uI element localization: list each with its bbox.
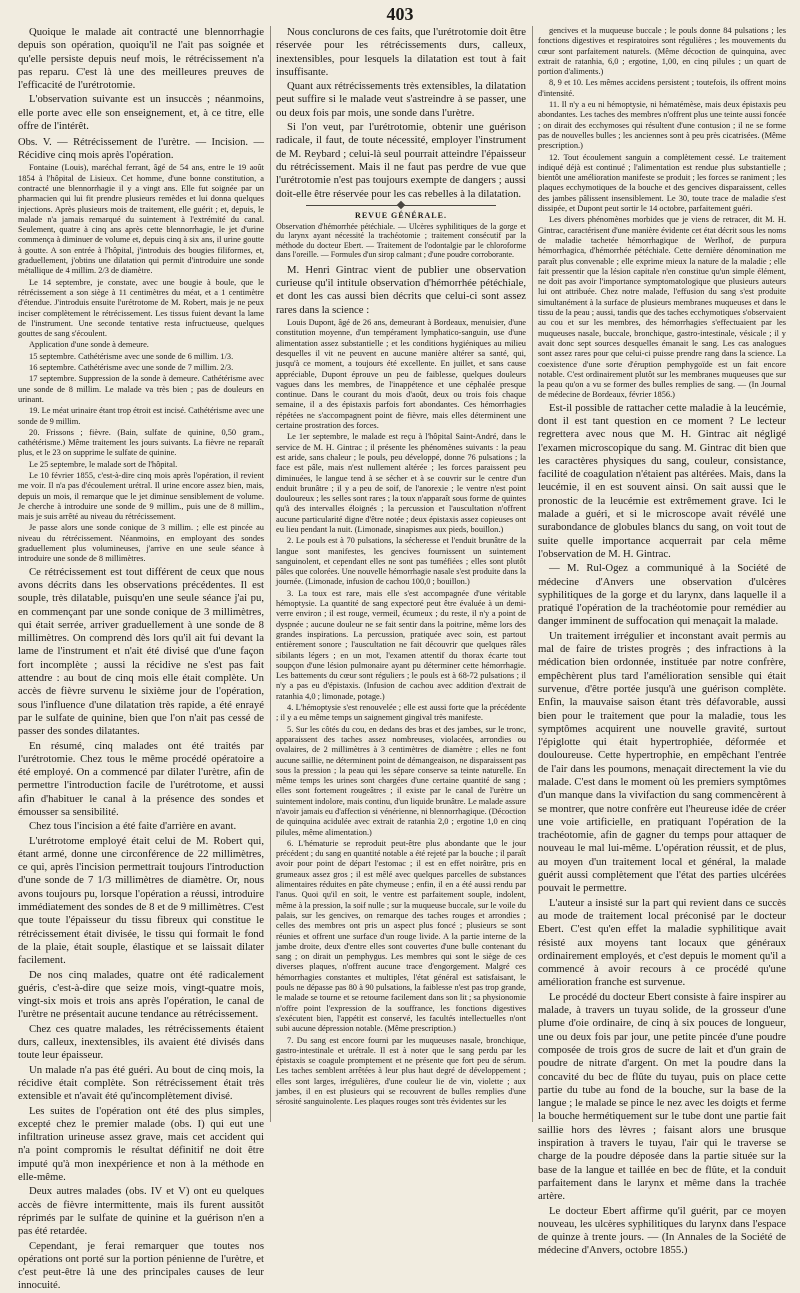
case-notes <box>276 318 526 1108</box>
body-paragraph: L'auteur a insisté sur la part qui revient dans ce succès au mode de traitement local préconisé par le docteur Ebert. C'est qu'en effet la maladie syphilitique avait résisté aux moyens tant locaux que généraux ordinairement employés, et c'est depuis le moment qu'il a commencé à avoir recours à ce procédé qu'une amélioration franche est survenue. <box>538 896 786 989</box>
case-note: 2. Le pouls est à 70 pulsations, la sécheresse et l'enduit brunâtre de la langue sont manifestes, les gencives fournissent un suintement sanguinolent, et cependant elles ne sont pas tuméfiées ; elles sont plutôt pâles que colorées. Une nouvelle hémorrhagie nasale s'est produite dans la journée. (Limonade, infusion de cachou 100,0 ; bouillon.) <box>276 536 526 587</box>
body-paragraph: — M. Rul-Ogez a communiqué à la Société de médecine d'Anvers une observation d'ulcères syphilitiques de la gorge et du larynx, dans laquelle il a pratiqué l'opération de la trachéotomie pour remédier au danger imminent de suffocation qui menaçait la malade. <box>538 562 786 628</box>
column-rule-left <box>270 26 271 1122</box>
case-note: Le 25 septembre, le malade sort de l'hôpital. <box>29 459 178 469</box>
transition-paragraph: L'observation suivante est un insuccès ; néanmoins, elle porte avec elle son enseignement, et, à ce titre, elle offre de l'intérêt. <box>18 93 264 133</box>
column-1 <box>18 26 264 1292</box>
case-note: 4. L'hémoptysie s'est renouvelée ; elle est aussi forte que la précédente ; il y a eu même temps un saignement gingival très manifeste. <box>276 703 526 723</box>
case-note: Le 1er septembre, le malade est reçu à l'hôpital Saint-André, dans le service de M. H. Gintrac ; il présente les phénomènes suivants : la peau est aride, sans chaleur ; le pouls, peu développé, donne 76 pulsations ; la face est pâle, mais n'est nullement altérée ; les forces paraissent peu diminuées, le langue tend à se sécher et à se couvrir sur le centre d'un enduit brunâtre ; il y a peu de soif, de l'anorexie ; le ventre n'est point douloureux ; les selles sont rares ; la toux n'apparaît sous forme de quintes qu'à des intervalles éloignés ; la percussion et l'auscultation n'offrent aucune particularité digne d'être notée ; deux épistaxis assez copieuses ont eu lieu pendant la nuit. (Limonade, sinapismes aux pieds, bouillon.) <box>276 432 526 534</box>
column-2 <box>276 26 526 1122</box>
body-paragraph: Le procédé du docteur Ebert consiste à faire inspirer au malade, à travers un tuyau solide, de la grosseur d'une plume d'oie ordinaire, de cinq à six pouces de longueur, une ou deux fois par jour, une petite pincée d'une poudre composée de trois gros de sucre de lait et d'un grain de poudre de nitrate d'argent. On met la poudre dans la concavité du bec de flûte du tuyau, puis on place cette partie du tube au fond de la bouche, sur la base de la langue ; le malade se pince le nez avec les doigts et ferme la bouche hermétiquement sur le tube dont une partie fait saillie hors des lèvres ; faisant alors une brusque inspiration à travers le tuyau, l'air qui le traverse se charge de la poudre déposée dans la partie située sur la base de la langue et taillée en bec de flûte, et la conduit parfaitement dans le larynx et même dans la trachée artère. <box>538 990 786 1203</box>
body-paragraph: En résumé, cinq malades ont été traités par l'urétrotomie. Chez tous le même procédé opératoire a été employé. On a commencé par dilater l'urètre, afin de permettre l'introduction facile de l'urétrotome, et aussi afin d'habituer le canal à la présence des sondes et émousser sa sensibilité. <box>18 739 264 818</box>
case-notes <box>18 163 264 564</box>
body-paragraph: Chez ces quatre malades, les rétrécissements étaient durs, calleux, inextensibles, ils avaient été divisés dans toute leur épaisseur. <box>18 1022 264 1062</box>
case-note: 3. La toux est rare, mais elle s'est accompagnée d'une véritable hémoptysie. La quantité de sang expectoré peut être évaluée à un demi-verre environ ; il est rouge, vermeil, écumeux ; du reste, il n'y a point de dyspnée ; aucune douleur ne se fait sentir dans la poitrine, même lors des grandes inspirations. La percussion, pratiquée avec soin, est partout entièrement sonore ; l'auscultation ne fait découvrir que quelques râles sibilants légers ; en un mot, l'examen attentif du thorax écarte tout soupçon d'une lésion pulmonaire ayant pu déterminer cette hémorrhagie. Les battements du cœur sont réguliers ; le pouls est à 68-72 pulsations ; il n'y a pas eu d'épistaxis. (Infusion de cachou avec addition d'extrait de ratanhia 4,0 ; limonade, potage.) <box>276 588 526 701</box>
body-paragraph: Un traitement irrégulier et inconstant avait permis au mal de faire de tristes progrès ; des infractions à la médication bien ordonnée, instituée par notre confrère, empêchèrent plus tard l'amélioration sensible qui était survenue, d'être portée jusqu'à une guérison complète. Enfin, la mauvaise saison étant très défavorable, aussi bien pour le traitement que pour la maladie, tous les symptômes acquirent une nouvelle gravité, surtout l'épiglotte qui était hypertrophiée, déformée et douloureuse. Cette hypertrophie, en empêchant l'entrée de l'air dans les poumons, menaçait directement la vie du malade. C'est dans le moment où les premiers symptômes d'un manque dans la vivifaction du sang commencèrent à se montrer, que notre confrère eut l'heureuse idée de créer une voie artificielle, en pratiquant l'opération de la trachéotomie, afin de gagner du temps pour attaquer de nouveau le mal lui-même. L'opération réussit, et de plus, au moyen d'un traitement local et général, la malade guérit aussi complètement que l'état des parties ulcérées pouvait le permettre. <box>538 629 786 895</box>
case-note: Les divers phénomènes morbides que je viens de retracer, dit M. H. Gintrac, caractérisent d'une manière évidente cet état décrit sous les noms de maladie tachetée hémorrhagique de Werlhof, de purpura hémorrhagica, d'hémorrhée pétéchiale. Cette dernière dénomination me paraît plus convenable ; elle exprime mieux la nature de la maladie ; elle fait pressentir que la lésion capitale n'en constitue qu'un simple élément, ne doit pas avoir l'importance symptomatologique que plusieurs auteurs lui ont attribuée. Chez notre malade, l'effusion du sang s'est produite simultanément à la surface de plusieurs membranes muqueuses et dans le tissu de la peau ; aussi, tandis que des taches ecchymotiques s'observaient au cou et sur les membres, des hémorrhagies s'effectuaient par les muqueuses nasale, buccale, bronchique, gastro-intestinale, vésicale ; il y avait donc sept sources desquelles émanait le sang. Les cas analogues sont assez rares pour que celui-ci puisse prendre rang dans la science. La coexistence d'une sorte d'éruption pemphygoïde est un fait encore notable. C'est ordinairement plutôt sur les membranes muqueuses que sur la peau qu'on a vu se former des bulles remplies de sang. — (In Journal de médecine de Bordeaux, février 1856.) <box>538 215 786 400</box>
body-paragraph: Un malade n'a pas été guéri. Au bout de cinq mois, la récidive était complète. Son rétrécissement était très extensible et n'avait été qu'incomplètement divisé. <box>18 1063 264 1103</box>
case-note: 8, 9 et 10. Les mêmes accidens persistent ; toutefois, ils offrent moins d'intensité. <box>538 78 786 98</box>
body-paragraph: Ce rétrécissement est tout différent de ceux que nous avons décrits dans les observations précédentes. Il est souple, très dilatable, puisqu'en une seule séance j'ai pu, en commençant par une sonde conique de 3 millimètres, qui était serrée, arriver graduellement à une sonde de 8 millimètres. On comprend dès lors qu'il ait fui devant la lame de l'instrument et n'ait été divisé que d'une façon fort incomplète ; aussi la récidive ne s'est pas fait attendre : au bout de cinq mois elle était complète. Un accès de fièvre survenu le sixième jour de l'opération, sous l'influence d'une dilatation très rapide, a été enrayé par le sulfate de quinine, bien que l'on n'ait pas cessé de passer des sondes dilatantes. <box>18 565 264 738</box>
case-note: 15 septembre. Cathétérisme avec une sonde de 6 millim. 1/3. <box>29 351 234 361</box>
body-paragraph: Est-il possible de rattacher cette maladie à la leucémie, dont il est tant question en ce moment ? Le lecteur regrettera avec nous que M. H. Gintrac ait négligé l'examen microscopique du sang. M. Gintrac dit bien que les caractères physiques du sang, couleur, consistance, facilité de coagulation n'étaient pas altérées. Mais, dans la leucémie, il en est souvent ainsi. On sait aussi que le pronostic de la leucémie est extrêmement grave. Ici le malade a guéri, et si le microscope avait révélé une surabondance de globules blancs du sang, on voit tout de suite quelle importance acquerrait par cela même l'observation de M. H. Gintrac. <box>538 401 786 560</box>
case-note: gencives et la muqueuse buccale ; le pouls donne 84 pulsations ; les fonctions digestives et respiratoires sont régulières ; les mouvements du cœur sont parfaitement naturels. (Même décoction de quinquina, avec extrait de ratanhia, 6,0 ; ergotine, 1,00, en cinq pilules ; un quart de portion d'aliments.) <box>538 26 786 77</box>
case-note: 20. Frissons ; fièvre. (Bain, sulfate de quinine, 0,50 gram., cathétérisme.) Même traitement les jours suivants. La fièvre ne reparaît plus, et le 23 on supprime le sulfate de quinine. <box>18 427 264 458</box>
column-3 <box>538 26 786 1257</box>
separator-ornament <box>397 201 405 209</box>
case-note: Louis Dupont, âgé de 26 ans, demeurant à Bordeaux, menuisier, d'une constitution moyenne, d'un tempérament lymphatico-sanguin, use d'une alimentation assez substantielle ; et les conditions hygiéniques au milieu desquelles il vit ne peuvent en aucune manière altérer sa santé, qui, jusqu'à ce moment, a toujours été excellente. En juillet, et sans cause appréciable, Dupont éprouve un peu de faiblesse, quelques douleurs vagues dans les membres, de l'inappétence et une céphalée presque continue. Dans le courant du mois d'août, deux ou trois fois chaque semaine, il a des épistaxis parfois fort abondantes. Ces hémorrhagies répétées ne s'accompagnent point de fièvre, mais elles déterminent une certaine prostration des forces. <box>276 318 526 431</box>
body-paragraph: Quant aux rétrécissements très extensibles, la dilatation peut suffire si le malade veut s'astreindre à se passer, une ou deux fois par mois, une sonde dans l'urètre. <box>276 80 526 119</box>
case-notes <box>538 26 786 401</box>
body-paragraph: Les suites de l'opération ont été des plus simples, excepté chez le premier malade (obs. I) qui eut une infiltration urineuse assez grave, mais cet accident qui n'a point compromis le résultat définitif ne doit être imputé qu'à mon inexpérience et non à la méthode en elle-même. <box>18 1104 264 1184</box>
lead-paragraph: M. Henri Gintrac vient de publier une observation curieuse qu'il intitule observation d'hémorrhée pétéchiale, et dont les cas aussi bien décrits que celui-ci sont assez rares dans la science : <box>276 263 526 316</box>
body-paragraph: Le docteur Ebert affirme qu'il guérit, par ce moyen nouveau, les ulcères syphilitiques du larynx dans l'espace de quinze à trente jours. — (In Annales de la Société de médecine d'Anvers, octobre 1855.) <box>538 1204 786 1257</box>
case-note: Le 14 septembre, je constate, avec une bougie à boule, que le rétrécissement a son siège à 11 centimètres du méat, et a 1 centimètre d'étendue. J'introduis ensuite l'urétrotome de M. Robert, mais je ne peux inciser complètement le rétrécissement. Les tissus fuient devant la lame de l'instrument. Une seconde tentative resta infructueuse, quelques gouttes de sang s'écoulent. <box>18 277 264 339</box>
case-note: 17 septembre. Suppression de la sonde à demeure. Cathétérisme avec une sonde de 8 millim. Le malade va très bien ; pas de douleurs en urinant. <box>18 374 264 404</box>
case-note: 12. Tout écoulement sanguin a complètement cessé. Le traitement indiqué déjà est continué ; l'alimentation est rendue plus substantielle ; bientôt une amélioration manifeste se produit ; les forces se raniment ; les plaques ecchymotiques de la bouche et des gencives disparaissent, celles des jambes pâlissent insensiblement. Le 30, toute trace de maladie s'est dissipée, et Dupont peut sortir le 14 octobre, parfaitement guéri. <box>538 152 786 214</box>
case-note: 11. Il n'y a eu ni hémoptysie, ni hématémèse, mais deux épistaxis peu abondantes. Les taches des membres n'offrent plus une teinte aussi foncée ; on dirait des ecchymoses qui résultent d'une contusion ; il ne se forme pas de nouvelles bulles ; les anciennes sont à peu près cicatrisées. (Même prescription.) <box>538 100 786 151</box>
page-number: 403 <box>386 4 414 24</box>
section-title: REVUE GÉNÉRALE. <box>355 210 447 220</box>
body-paragraph: Si l'on veut, par l'urétrotomie, obtenir une guérison radicale, il faut, de toute nécessité, employer l'instrument de M. Reybard ; celui-là seul pourrait atteindre l'épaisseur du rétrécissement. Mais il ne faut pas perdre de vue que l'urétrotomie n'est pas toujours exempte de dangers ; aussi doit-elle être réservée pour les cas rebelles à la dilatation. <box>276 121 526 200</box>
case-note: Je passe alors une sonde conique de 3 millim. ; elle est pincée au niveau du rétrécissement. Néanmoins, en employant des sondes graduellement plus volumineuses, j'arrive en une seule séance à introduire une sonde de 8 millimètres. <box>18 523 264 564</box>
section-separator <box>306 205 496 206</box>
body-paragraph: Deux autres malades (obs. IV et V) ont eu quelques accès de fièvre intermittente, mais ils furent aussitôt réprimés par le sulfate de quinine et la guérison n'en a pas été retardée. <box>18 1185 264 1238</box>
case-note: Application d'une sonde à demeure. <box>29 340 149 350</box>
section-summary: Observation d'hémorrhée pétéchiale. — Ulcères syphilitiques de la gorge et du larynx ayant nécessité la trachéotomie ; traitement consécutif par la méthode du docteur Ebert. — Traitement de l'odontalgie par le chloroforme dans l'oreille. — Formules d'un sirop calmant ; d'une poudre corroborante. <box>276 221 526 260</box>
case-note: 16 septembre. Cathétérisme avec une sonde de 7 millim. 2/3. <box>29 363 234 373</box>
body-paragraph: Chez tous l'incision a été faite d'arrière en avant. <box>29 820 237 833</box>
case-note: 7. Du sang est encore fourni par les muqueuses nasale, bronchique, gastro-intestinale et urétrale. Il est à noter que le sang perdu par les épistaxis se coagule promptement et ne présente que fort peu de sérum. Les taches semblent arrêtées à leur plus haut degré de développement ; elles sont larges, irrégulières, d'une couleur lie de vin, violette ; aux jambes, il en est plusieurs qui se recouvrent de bulles remplies d'une sérosité sanguinolente. Les plaques rouges sont très évidentes sur les <box>276 1035 526 1107</box>
column-rule-right <box>532 26 533 1122</box>
body-paragraph: Nous conclurons de ces faits, que l'urétrotomie doit être réservée pour les rétrécissements durs, calleux, inextensibles, pour lesquels la dilatation est tout à fait insuffisante. <box>276 26 526 78</box>
case-note: 5. Sur les côtés du cou, en dedans des bras et des jambes, sur le tronc, apparaissent des taches assez nombreuses, violacées, arrondies ou ovalaires, de 2 millimètres à 3 centimètres de diamètre ; elles ne font aucune saillie, ne déterminent point de démangeaison, ne disparaissent pas sous la pression ; la peau qui les sépare conserve sa teinte naturelle. En même temps les urines sont chargées d'une certaine quantité de sang ; elles sont fortement rougeâtres ; il existe par le canal de l'urètre un suintement indolore, mais continu, d'un liquide brunâtre. Le malade assure n'avoir jamais eu d'affection si vénérienne, ni blennorrhagique. (Décoction de quinquina acidulée avec extrait de ratanhia 2,0 ; ergotine 1,0 en cinq pilules, même alimentation.) <box>276 724 527 837</box>
body-paragraph: L'urétrotome employé était celui de M. Robert qui, étant armé, donne une circonférence de 22 millimètres, ce qui, après l'incision permettrait toujours l'introduction d'une sonde de 7 1/3 millimètres de diamètre. Or, nous avons toujours pu, lorsque l'opération a réussi, introduire immédiatement des sondes de 8 et de 9 millimètres. C'est que toute l'épaisseur du tissu fibreux qui constitue le rétrécissement était divisée, le tissu qui formait le fond de la plaie, était souple, élastique et se laissait dilater facilement. <box>18 834 264 967</box>
case-note: Le 10 février 1855, c'est-à-dire cinq mois après l'opération, il revient me voir. Il n'a pas d'écoulement urétral. Il urine encore assez bien, mais, depuis un mois, il remarque que le jet diminue sensiblement de volume. Je cherche à introduire une sonde de 9 millim., puis une de 8 millim., mais je suis arrêté au niveau du rétrécissement. <box>18 470 264 522</box>
case-note: 19. Le méat urinaire étant trop étroit est incisé. Cathétérisme avec une sonde de 9 millim. <box>18 406 264 426</box>
case-note: Fontaine (Louis), maréchal ferrant, âgé de 54 ans, entre le 19 août 1854 à l'hôpital de Lisieux. Cet homme, d'une bonne constitution, a contracté une blennorrhagie il y a vingt ans. Elle fut soignée par un pharmacien qui lui fit prendre plusieurs remèdes et lui donna quelques injections. Après plusieurs mois de traitement, elle guérit ; et, depuis, le malade n'a jamais remarqué du suintement à l'extrémité du canal. Seulement, quatre à cinq ans après cette blennorrhagie, le jet d'urine commença à diminuer de volume et, depuis cinq à six ans, il urine goutte à goutte. A son entrée à l'hôpital, j'introduis des bougies filiformes, et, graduellement, j'obtins une dilatation qui permit d'introduire une sonde métallique de 4 millim. 2/3 de diamètre. <box>18 163 264 276</box>
body-paragraph: Cependant, je ferai remarquer que toutes nos opérations ont porté sur la portion pénienne de l'urètre, et c'est peut-être là une des principales causes de leur innocuité. <box>18 1239 264 1292</box>
observation-heading: Obs. V. — Rétrécissement de l'urètre. — Incision. — Récidive cinq mois après l'opération. <box>18 137 264 162</box>
body-paragraph: De nos cinq malades, quatre ont été radicalement guéris, c'est-à-dire que seize mois, vingt-quatre mois, vingt-six mois et trois ans après l'opération, le canal de l'urètre ne présentait aucune tendance au rétrécissement. <box>18 968 264 1021</box>
case-note: 6. L'hématurie se reproduit peut-être plus abondante que le jour précédent ; du sang en quantité notable a été rejeté par la bouche ; il paraît avoir pour point de départ l'estomac ; il est en effet noirâtre, pris en grumeaux assez gros ; il est mêlé avec quelques parcelles de substances alimentaires réduites en pâte chymeuse ; enfin, il en a été aussi rendu par l'anus. Quoi qu'il en soit, le ventre est parfaitement souple, indolent, même à la pression, la soif nulle ; sur la muqueuse buccale, sur le voile du palais, sur les gencives, on remarque des taches rouges et arrondies ; celles des membres ont pris un aspect plus foncé ; plusieurs se sont réunies et offrent une surface d'un rouge livide. A la partie interne de la jambe droite, deux d'entre elles sont couvertes d'une bulle contenant du sang ; on dirait un pemphygus. Les membres qui sont le siège de ces diverses plaques, n'offrent aucune trace d'engorgement. Malgré ces hémorrhagies constantes et multiples, l'état général est satisfaisant, le pouls ne dépasse pas 80 à 90 pulsations, la faiblesse n'est pas trop grande, le malade se tourne et se retourne facilement dans son lit ; sa physionomie n'offre point l'expression de la souffrance, les fonctions digestives s'exécutent bien, l'appétit est conservé, les facultés intellectuelles n'ont subi aucune dépression notable. (Même prescription.) <box>276 838 526 1034</box>
intro-paragraph: Quoique le malade ait contracté une blennorrhagie depuis son opération, quoiqu'il ne l'ait pas soignée et qu'elle persiste depuis neuf mois, le rétrécissement n'a pas reparu. C'est là une des meilleures preuves de l'efficacité de l'urétrotomie. <box>18 26 264 92</box>
